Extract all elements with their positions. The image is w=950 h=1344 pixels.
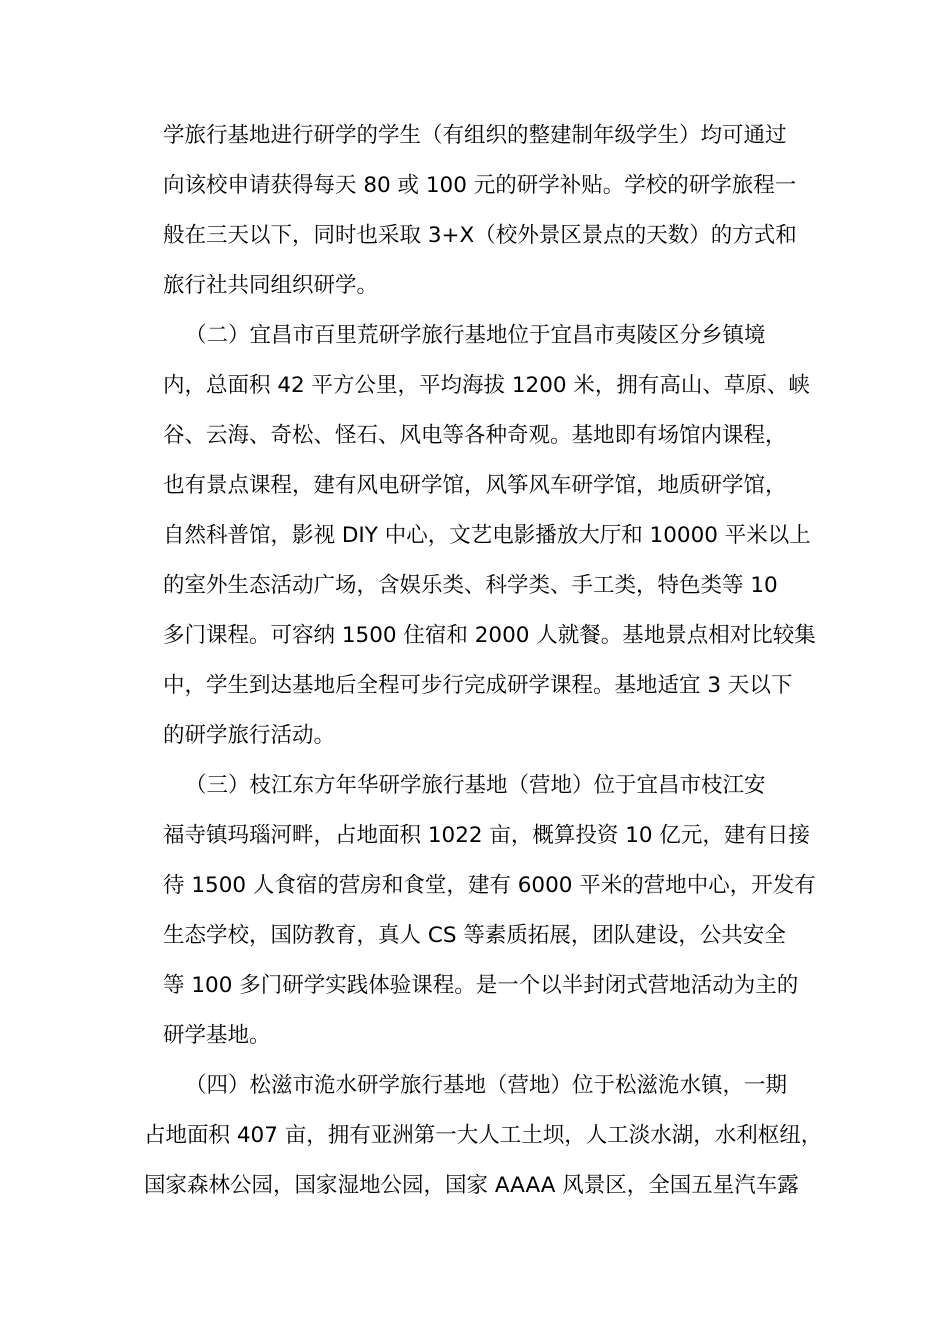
- text-line: 占地面积 407 亩，拥有亚洲第一大人工土坝，人工淡水湖，水利枢纽，: [144, 1123, 823, 1148]
- text-line: （四）松滋市洈水研学旅行基地（营地）位于松滋洈水镇，一期: [185, 1073, 788, 1098]
- text-line: 般在三天以下，同时也采取 3+X（校外景区景点的天数）的方式和: [163, 223, 797, 248]
- text-line: 自然科普馆，影视 DIY 中心，文艺电影播放大厅和 10000 平米以上: [163, 523, 811, 548]
- text-line: 待 1500 人食宿的营房和食堂，建有 6000 平米的营地中心，开发有: [163, 873, 816, 898]
- text-line: 学旅行基地进行研学的学生（有组织的整建制年级学生）均可通过: [163, 123, 787, 148]
- text-line: 谷、云海、奇松、怪石、风电等各种奇观。基地即有场馆内课程，: [163, 423, 787, 448]
- text-line: 向该校申请获得每天 80 或 100 元的研学补贴。学校的研学旅程一: [163, 173, 797, 198]
- text-line: 多门课程。可容纳 1500 住宿和 2000 人就餐。基地景点相对比较集: [163, 623, 816, 648]
- text-line: （三）枝江东方年华研学旅行基地（营地）位于宜昌市枝江安: [185, 773, 766, 798]
- text-line: （二）宜昌市百里荒研学旅行基地位于宜昌市夷陵区分乡镇境: [185, 323, 766, 348]
- text-line: 的研学旅行活动。: [163, 723, 336, 748]
- text-line: 福寺镇玛瑙河畔，占地面积 1022 亩，概算投资 10 亿元，建有日接: [163, 823, 810, 848]
- text-line: 的室外生态活动广场，含娱乐类、科学类、手工类，特色类等 10: [163, 573, 778, 598]
- text-line: 国家森林公园，国家湿地公园，国家 AAAA 风景区，全国五星汽车露: [144, 1173, 799, 1198]
- text-line: 生态学校，国防教育，真人 CS 等素质拓展，团队建设，公共安全: [163, 923, 786, 948]
- text-line: 中，学生到达基地后全程可步行完成研学课程。基地适宜 3 天以下: [163, 673, 793, 698]
- text-line: 内，总面积 42 平方公里，平均海拔 1200 米，拥有高山、草原、峡: [163, 373, 810, 398]
- text-line: 也有景点课程，建有风电研学馆，风筝风车研学馆，地质研学馆，: [163, 473, 787, 498]
- text-line: 等 100 多门研学实践体验课程。是一个以半封闭式营地活动为主的: [163, 973, 799, 998]
- text-line: 研学基地。: [163, 1023, 271, 1048]
- text-line: 旅行社共同组织研学。: [163, 273, 379, 298]
